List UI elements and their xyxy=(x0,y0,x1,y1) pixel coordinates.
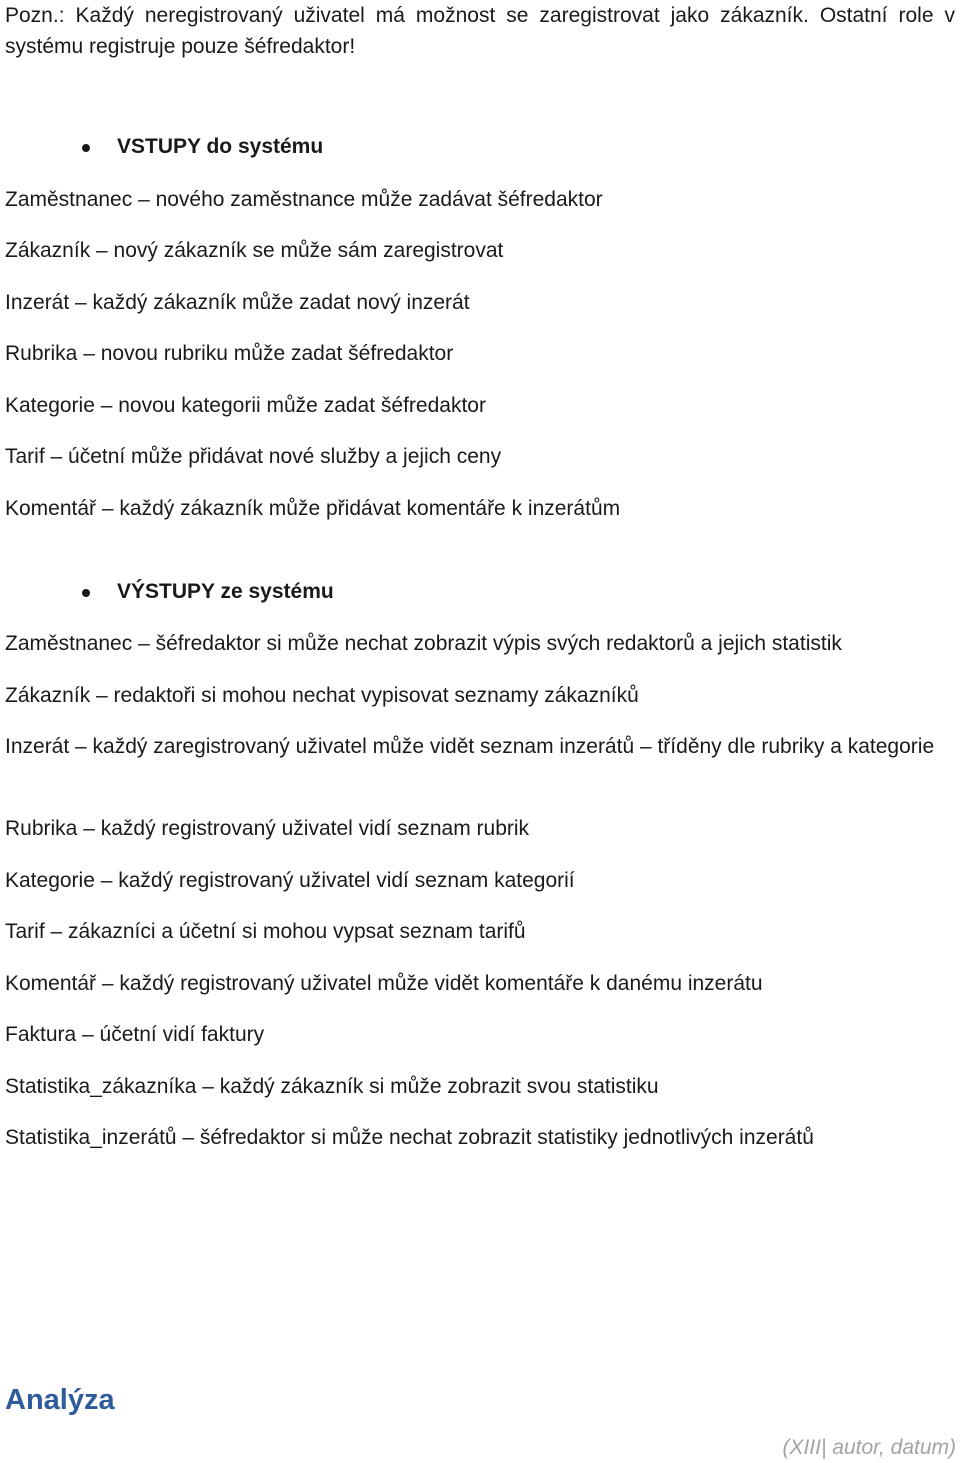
output-item: Rubrika – každý registrovaný uživatel vidí seznam rubrik xyxy=(5,817,530,840)
output-item: Tarif – zákazníci a účetní si mohou vypsat seznam tarifů xyxy=(5,920,526,943)
input-item: Rubrika – novou rubriku může zadat šéfredaktor xyxy=(5,342,454,365)
analysis-heading: Analýza xyxy=(5,1384,115,1416)
output-item: Statistika_zákazníka – každý zákazník si může zobrazit svou statistiku xyxy=(5,1075,659,1098)
bullet-icon xyxy=(82,589,90,597)
output-item: Inzerát – každý zaregistrovaný uživatel může vidět seznam inzerátů – tříděny dle rubriky a kategorie xyxy=(5,735,935,758)
bullet-icon xyxy=(82,144,90,152)
input-item: Zákazník – nový zákazník se může sám zaregistrovat xyxy=(5,239,504,262)
output-item: Komentář – každý registrovaný uživatel může vidět komentáře k danému inzerátu xyxy=(5,972,763,995)
input-item: Komentář – každý zákazník může přidávat komentáře k inzerátům xyxy=(5,497,621,520)
input-item: Tarif – účetní může přidávat nové služby a jejich ceny xyxy=(5,445,502,468)
inputs-heading-text: VSTUPY do systému xyxy=(117,135,324,158)
input-item: Zaměstnanec – nového zaměstnance může zadávat šéfredaktor xyxy=(5,188,603,211)
outputs-heading-text: VÝSTUPY ze systému xyxy=(117,580,334,603)
output-item: Statistika_inzerátů – šéfredaktor si může nechat zobrazit statistiky jednotlivých inzerátů xyxy=(5,1126,814,1149)
input-item: Inzerát – každý zákazník může zadat nový inzerát xyxy=(5,291,470,314)
output-item: Zákazník – redaktoři si mohou nechat vypisovat seznamy zákazníků xyxy=(5,684,639,707)
page-footer: (XIII| autor, datum) xyxy=(782,1436,956,1459)
output-item: Kategorie – každý registrovaný uživatel vidí seznam kategorií xyxy=(5,869,575,892)
outputs-heading xyxy=(117,578,334,606)
inputs-heading xyxy=(117,133,323,161)
output-item: Zaměstnanec – šéfredaktor si může nechat zobrazit výpis svých redaktorů a jejich statistik xyxy=(5,632,842,655)
input-item: Kategorie – novou kategorii může zadat šéfredaktor xyxy=(5,394,486,417)
registration-note: Pozn.: Každý neregistrovaný uživatel má možnost se zaregistrovat jako zákazník. Ostatní role v systému registruje pouze šéfredaktor! xyxy=(5,4,955,58)
output-item: Faktura – účetní vidí faktury xyxy=(5,1023,265,1046)
